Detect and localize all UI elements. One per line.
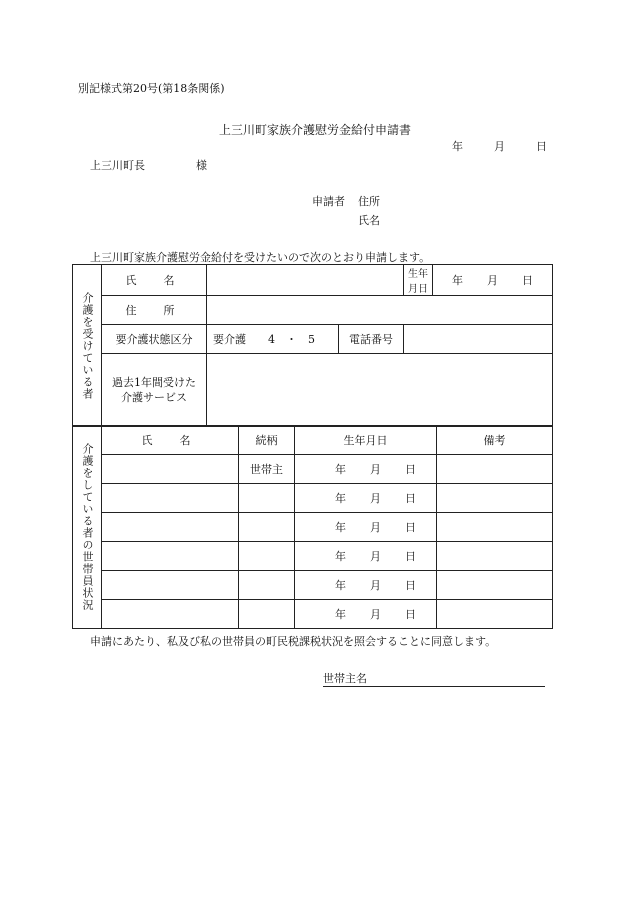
cr-services-field[interactable] [207,354,553,427]
hh-notes-field[interactable] [437,542,553,571]
hh-notes-field[interactable] [437,571,553,600]
applicant-label: 申請者 [312,195,345,208]
hh-notes-field[interactable] [437,484,553,513]
hh-relation-field[interactable] [239,600,295,629]
hh-dob-field[interactable]: 年 月 日 [295,513,437,542]
hh-dob-field[interactable]: 年 月 日 [295,571,437,600]
form-number: 別記様式第20号(第18条関係) [78,82,225,95]
hh-dob-field[interactable]: 年 月 日 [295,455,437,484]
cr-services-label: 過去1年間受けた 介護サービス [102,354,207,427]
table-row [73,513,553,542]
date-line [452,138,547,154]
cr-phone-label: 電話番号 [339,325,404,354]
table-row [73,600,553,629]
hh-name-field[interactable] [102,571,239,600]
date-month: 月 [494,140,505,153]
applicant-name-label: 氏名 [358,214,380,227]
table-row [73,455,553,484]
cr-address-field[interactable] [207,296,553,325]
hh-dob-field[interactable]: 年 月 日 [295,542,437,571]
care-receiver-section-label: 介護を受けている者 [73,265,102,427]
cr-care-level-value[interactable]: 要介護 4 ・ 5 [207,325,339,354]
applicant-address-label: 住所 [358,195,380,208]
hh-name-field[interactable] [102,484,239,513]
hh-relation-field[interactable] [239,484,295,513]
table-row [73,571,553,600]
cr-care-level-label: 要介護状態区分 [102,325,207,354]
cr-dob-label: 生年月日 [404,265,433,296]
date-day: 日 [536,140,547,153]
date-year: 年 [452,140,463,153]
hh-name-field[interactable] [102,513,239,542]
hh-header-relation: 続柄 [239,426,295,455]
cr-name-label: 氏 名 [102,265,207,296]
hh-header-dob: 生年月日 [295,426,437,455]
hh-relation-field[interactable] [239,542,295,571]
hh-header-name: 氏 名 [102,426,239,455]
cr-name-field[interactable] [207,265,404,296]
hh-notes-field[interactable] [437,455,553,484]
table-row [73,484,553,513]
hh-relation-field[interactable] [239,513,295,542]
honorific: 様 [196,159,207,172]
household-table [72,425,553,629]
form-title: 上三川町家族介護慰労金給付申請書 [218,123,411,137]
cr-dob-field[interactable]: 年 月 日 [433,265,553,296]
hh-name-field[interactable] [102,542,239,571]
hh-name-field[interactable] [102,600,239,629]
intro-text: 上三川町家族介護慰労金給付を受けたいので次のとおり申請します。 [90,251,431,264]
signature-label: 世帯主名 [323,670,545,687]
hh-notes-field[interactable] [437,513,553,542]
household-section-label: 介護をしている者の世帯員状況 [73,426,102,629]
addressee: 上三川町長 [90,159,145,172]
hh-dob-field[interactable]: 年 月 日 [295,484,437,513]
hh-relation-field[interactable]: 世帯主 [239,455,295,484]
hh-header-notes: 備考 [437,426,553,455]
hh-name-field[interactable] [102,455,239,484]
hh-notes-field[interactable] [437,600,553,629]
signature-line[interactable] [323,670,545,687]
care-receiver-table [72,264,553,427]
table-row [73,542,553,571]
hh-dob-field[interactable]: 年 月 日 [295,600,437,629]
cr-phone-field[interactable] [404,325,553,354]
consent-text: 申請にあたり、私及び私の世帯員の町民税課税状況を照会することに同意します。 [90,635,497,648]
hh-relation-field[interactable] [239,571,295,600]
cr-address-label: 住 所 [102,296,207,325]
